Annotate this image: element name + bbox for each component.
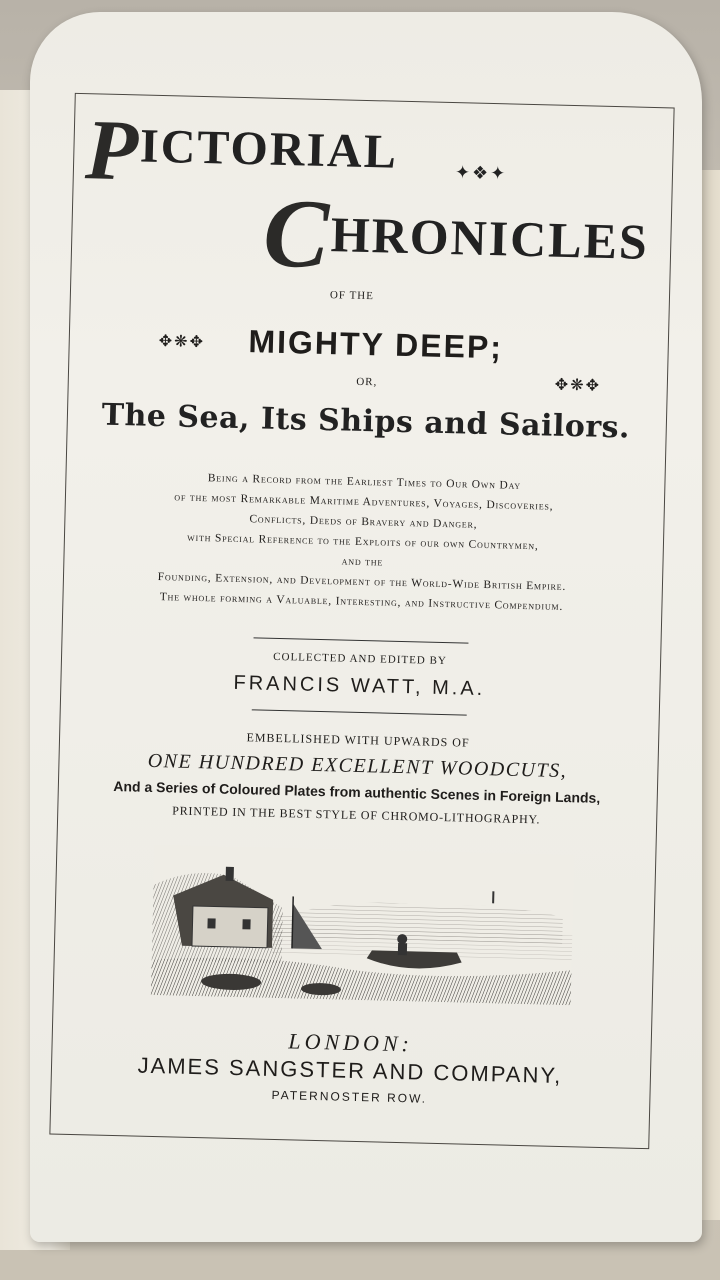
description-block xyxy=(64,465,661,619)
description-line: with Special Reference to the Exploits of our own Countrymen, xyxy=(187,531,539,553)
title-line-mighty-deep: MIGHTY DEEP; xyxy=(248,323,504,366)
cottage-wall xyxy=(192,906,268,948)
of-the-label: OF THE xyxy=(329,289,375,303)
coastal-engraving-illustration xyxy=(151,845,575,1005)
decorated-initial-p: P xyxy=(84,101,142,199)
editor-name: FRANCIS WATT, M.A. xyxy=(233,671,486,701)
or-label: OR, xyxy=(356,375,378,389)
title-page-content xyxy=(51,93,670,1147)
divider-rule xyxy=(254,637,469,643)
decorated-initial-c: C xyxy=(262,179,333,290)
description-line: Conflicts, Deeds of Bravery and Danger, xyxy=(249,513,478,531)
ornament-icon: ✦❖✦ xyxy=(454,162,508,184)
divider-rule xyxy=(252,709,467,715)
imprint-address: PATERNOSTER ROW. xyxy=(271,1087,428,1106)
description-line: and the xyxy=(341,555,384,569)
title-line-pictorial: PICTORIAL xyxy=(84,101,399,199)
description-line: Founding, Extension, and Development of the World-Wide British Empire. xyxy=(157,571,567,593)
woodcuts-line: ONE HUNDRED EXCELLENT WOODCUTS, xyxy=(147,749,568,783)
collected-label: COLLECTED AND EDITED BY xyxy=(273,650,447,668)
description-line: The whole forming a Valuable, Interesting, and Instructive Compendium. xyxy=(159,591,564,613)
coloured-plates-line: And a Series of Coloured Plates from authentic Scenes in Foreign Lands, xyxy=(113,778,601,806)
description-line: of the most Remarkable Maritime Adventures, Voyages, Discoveries, xyxy=(174,491,554,513)
embellished-label: EMBELLISHED WITH UPWARDS OF xyxy=(246,730,470,750)
ornament-left-icon: ✥❋✥ xyxy=(158,332,206,352)
title-line-chronicles: CHRONICLES xyxy=(262,179,650,290)
printing-line: PRINTED IN THE BEST STYLE OF CHROMO-LITHOGRAPHY. xyxy=(172,803,541,827)
imprint-city: LONDON: xyxy=(288,1028,414,1057)
chimney xyxy=(226,867,234,881)
imprint-publisher: JAMES SANGSTER AND COMPANY, xyxy=(137,1052,563,1089)
description-line: Being a Record from the Earliest Times to Our Own Day xyxy=(207,472,522,492)
subtitle: The Sea, Its Ships and Sailors. xyxy=(101,397,631,446)
ornament-right-icon: ✥❋✥ xyxy=(554,376,602,395)
